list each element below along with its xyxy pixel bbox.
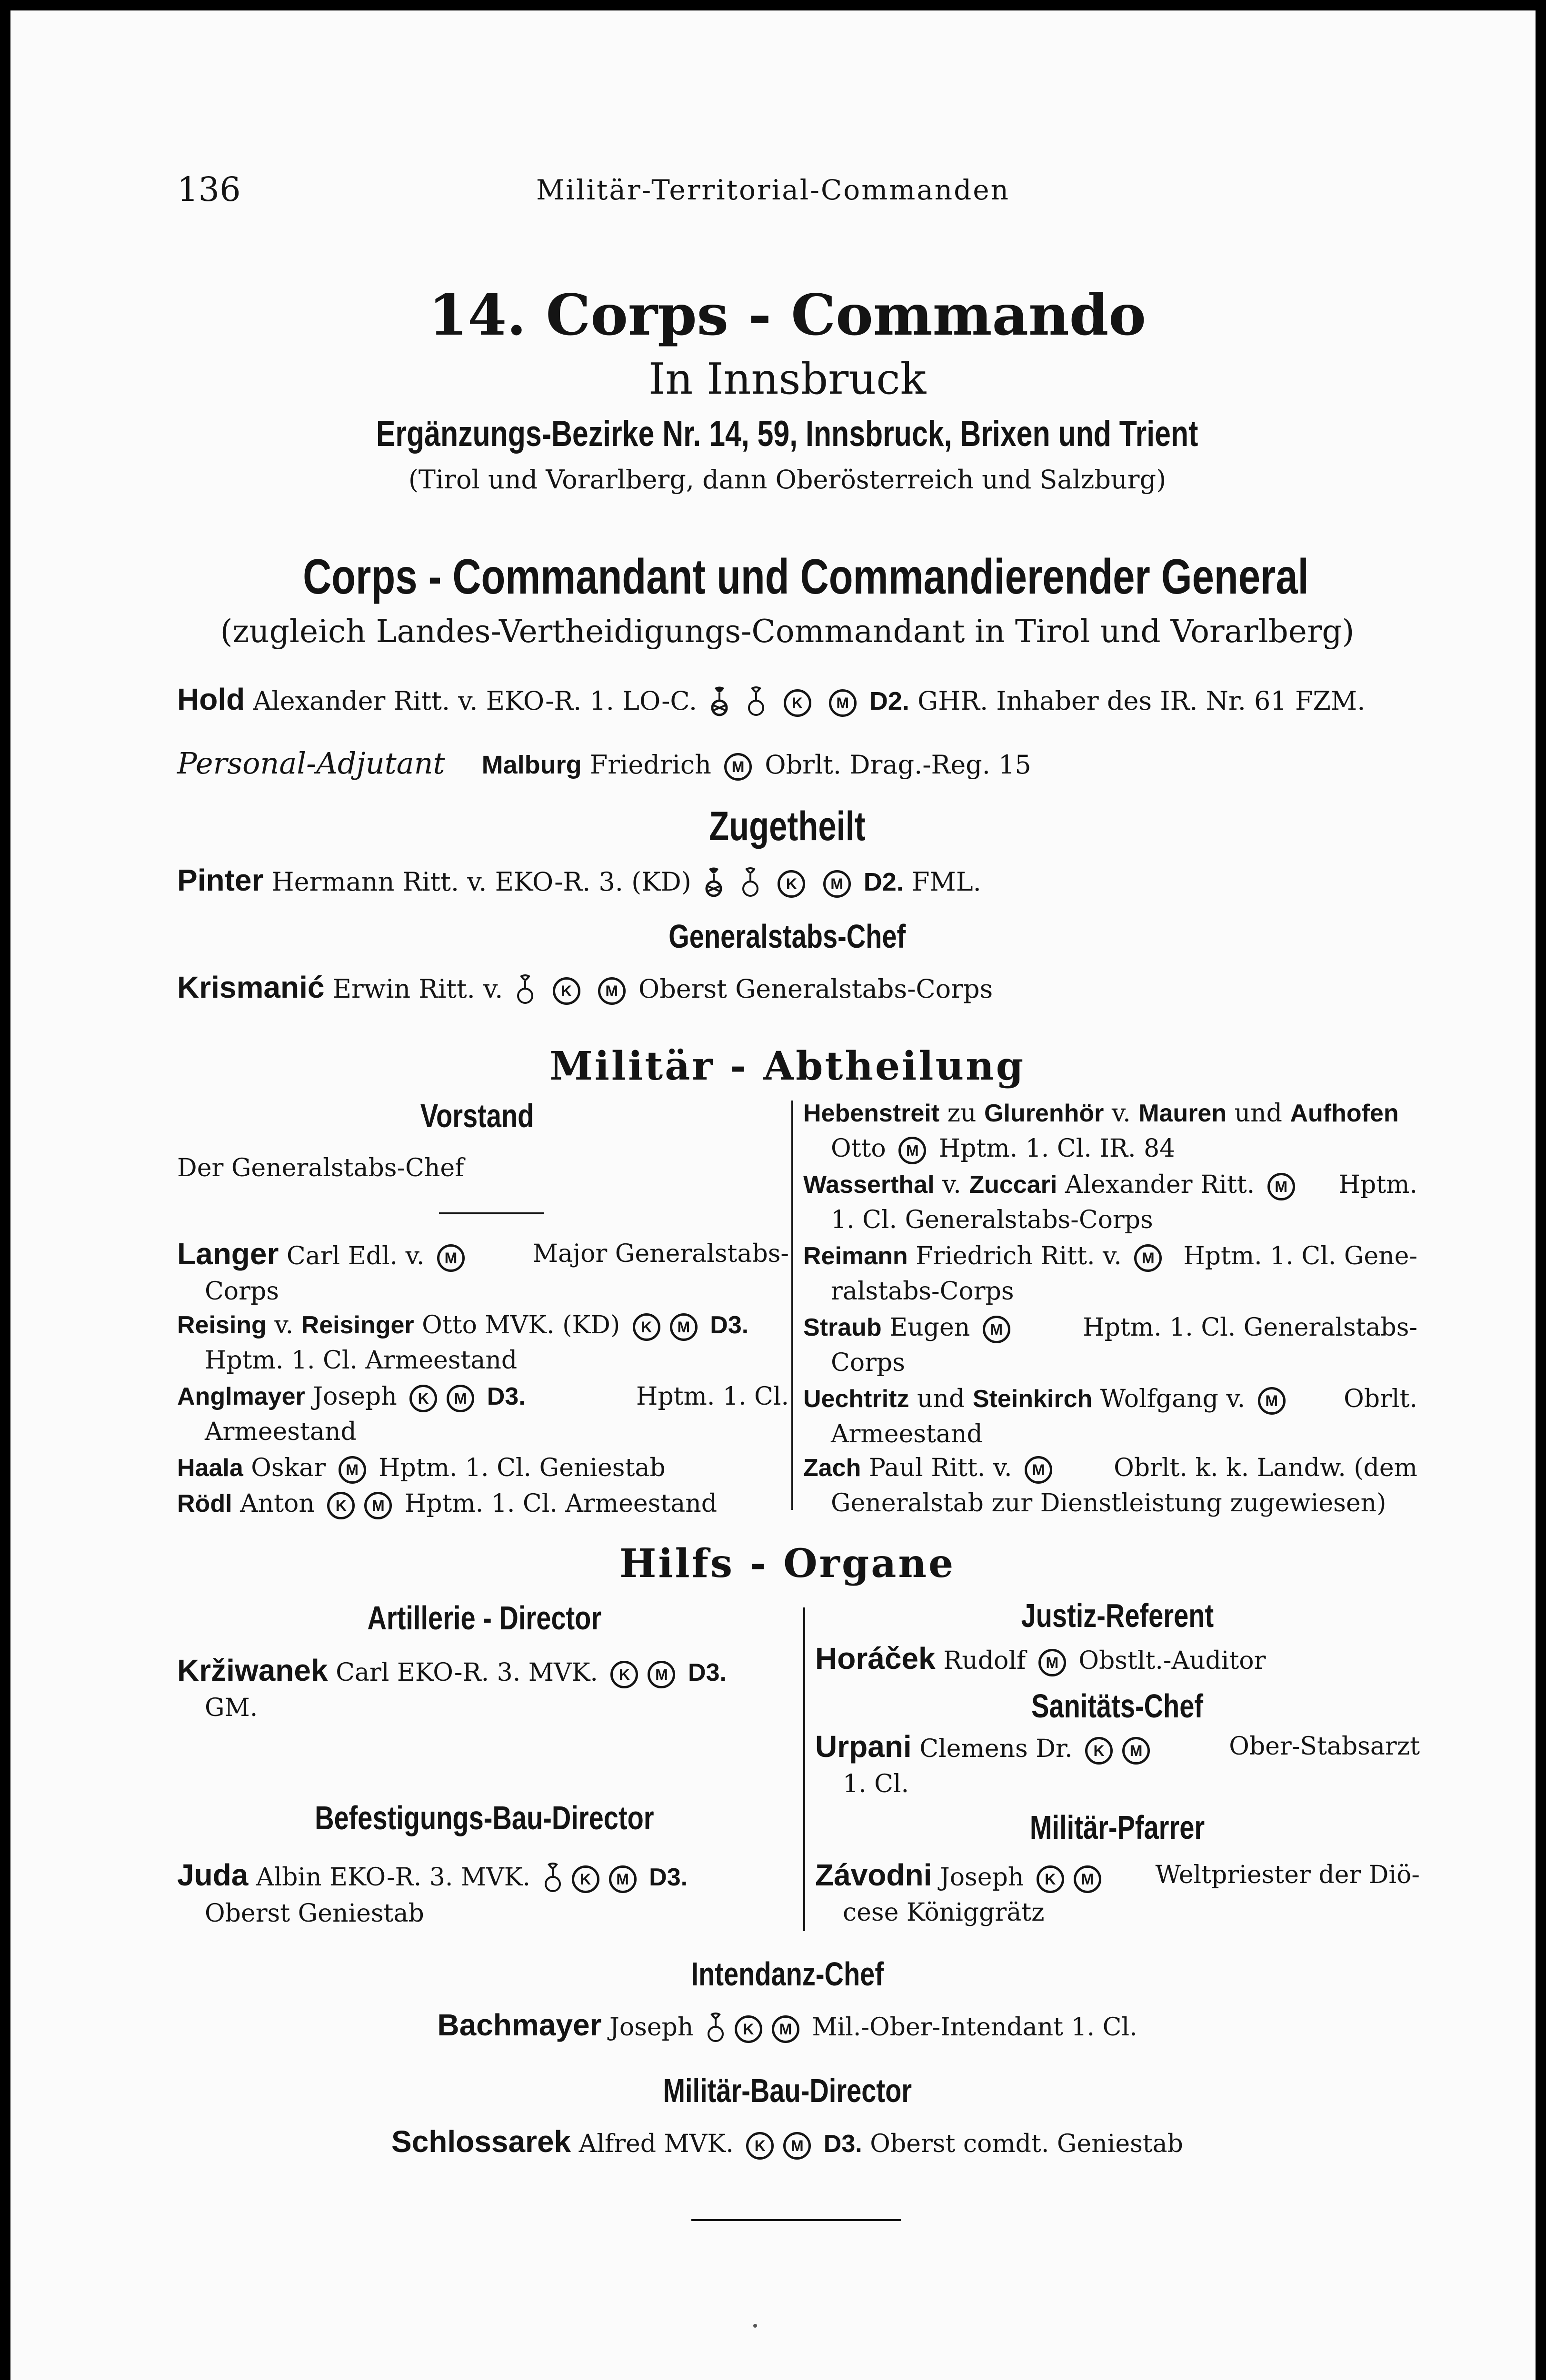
order-cross-icon (516, 974, 535, 1008)
m-medal-icon: M (1074, 1865, 1101, 1893)
k-medal-icon: K (746, 2132, 774, 2160)
m-medal-icon: M (437, 1244, 465, 1272)
m-medal-icon: M (1267, 1173, 1295, 1200)
vorstand-heading: Vorstand (420, 1097, 534, 1134)
entry-haala: Haala Oskar M Hptm. 1. Cl. Geniestab (177, 1450, 666, 1486)
fortification-heading: Befestigungs-Bau-Director (314, 1799, 654, 1836)
k-medal-icon: K (735, 2015, 762, 2043)
m-medal-icon: M (609, 1865, 637, 1893)
regions-line: (Tirol und Vorarlberg, dann Oberösterreich und Salzburg) (408, 465, 1167, 495)
construction-heading: Militär-Bau-Director (663, 2072, 912, 2109)
short-rule (439, 1212, 544, 1214)
commander-heading: Corps - Commandant und Commandierender General (303, 549, 1309, 605)
column-divider-2 (803, 1607, 805, 1931)
entry-krismanic: Krismanić Erwin Ritt. v. K M Oberst Generalstabs-Corps (177, 970, 993, 1008)
entry-hold: Hold Alexander Ritt. v. EKO-R. 1. LO-C. K M D2. GHR. Inhaber des IR. Nr. 61 FZM. (177, 682, 1365, 720)
entry-wasserthal: Wasserthal v. Zuccari Alexander Ritt. M Hptm. 1. Cl. Generalstabs-Corps (803, 1170, 1417, 1234)
commander-section (177, 546, 1397, 655)
entry-reising: Reising v. Reisinger Otto MVK. (KD) K M D3. Hptm. 1. Cl. Armeestand (177, 1311, 749, 1375)
chaplain-heading: Militär-Pfarrer (1030, 1809, 1205, 1846)
m-medal-icon: M (447, 1385, 474, 1412)
intendance-heading: Intendanz-Chef (691, 1955, 884, 1993)
main-title: 14. Corps - Commando (428, 282, 1147, 348)
order-cross-icon (543, 1863, 562, 1896)
justice-heading: Justiz-Referent (1021, 1597, 1214, 1634)
m-medal-icon: M (364, 1492, 392, 1519)
running-title: Militär-Territorial-Commanden (536, 174, 1010, 206)
k-medal-icon: K (610, 1661, 638, 1688)
entry-langer: Langer Carl Edl. v. M Major Generalstabs- Corps (177, 1237, 789, 1306)
m-medal-icon: M (898, 1137, 926, 1164)
m-medal-icon: M (1122, 1737, 1150, 1765)
m-medal-icon: M (724, 753, 752, 781)
grand-cross-icon (710, 686, 729, 720)
k-medal-icon: K (1085, 1737, 1113, 1765)
k-medal-icon: K (409, 1385, 437, 1412)
entry-roedl: Rödl Anton K M Hptm. 1. Cl. Armeestand (177, 1486, 717, 1521)
specks (753, 2324, 757, 2328)
attached-heading: Zugetheilt (709, 803, 866, 849)
k-medal-icon: K (784, 689, 811, 717)
entry-zavodni: Závodni Joseph K M Weltpriester der Diö- cese Königgrätz (815, 1858, 1420, 1927)
k-medal-icon: K (327, 1492, 355, 1519)
commander-subheading: (zugleich Landes-Vertheidigungs-Commandant in Tirol und Vorarlberg) (220, 613, 1355, 650)
entry-straub: Straub Eugen M Hptm. 1. Cl. Generalstabs- Corps (803, 1313, 1417, 1377)
order-cross-icon (747, 686, 766, 720)
grand-cross-icon (704, 867, 723, 901)
m-medal-icon: M (983, 1316, 1010, 1343)
m-medal-icon: M (823, 870, 851, 898)
k-medal-icon: K (778, 870, 805, 898)
k-medal-icon: K (1037, 1865, 1064, 1893)
entry-bachmayer: Bachmayer Joseph K M Mil.-Ober-Intendant 1. Cl. (177, 2007, 1397, 2046)
districts-line: Ergänzungs-Bezirke Nr. 14, 59, Innsbruck, Brixen und Trient (376, 414, 1198, 454)
page-number: 136 (177, 170, 241, 209)
auxiliary-heading: Hilfs - Organe (619, 1541, 956, 1587)
m-medal-icon: M (1025, 1456, 1052, 1484)
entry-juda: Juda Albin EKO-R. 3. MVK. K M D3. Oberst Geniestab (177, 1858, 688, 1928)
m-medal-icon: M (783, 2132, 811, 2160)
m-medal-icon: M (339, 1456, 366, 1484)
entry-krziwanek: Kržiwanek Carl EKO-R. 3. MVK. K M D3. GM. (177, 1653, 727, 1722)
order-cross-icon (741, 867, 760, 901)
m-medal-icon: M (829, 689, 857, 717)
order-cross-icon (706, 2013, 725, 2046)
entry-adjutant: Personal-Adjutant Malburg Friedrich M Obrlt. Drag.-Reg. 15 (177, 746, 1031, 781)
m-medal-icon: M (1258, 1387, 1286, 1415)
military-section-heading: Militär - Abtheilung (549, 1043, 1026, 1089)
k-medal-icon: K (633, 1313, 660, 1341)
entry-uechtritz: Uechtritz und Steinkirch Wolfgang v. M Obrlt. Armeestand (803, 1385, 1417, 1448)
artillery-heading: Artillerie - Director (367, 1599, 601, 1636)
entry-anglmayer: Anglmayer Joseph K M D3. Hptm. 1. Cl. Armeestand (177, 1382, 789, 1446)
title-block (177, 282, 1397, 502)
m-medal-icon: M (670, 1313, 698, 1341)
entry-urpani: Urpani Clemens Dr. K M Ober-Stabsarzt 1. Cl. (815, 1729, 1420, 1798)
k-medal-icon: K (553, 977, 580, 1005)
k-medal-icon: K (572, 1865, 599, 1893)
entry-zach: Zach Paul Ritt. v. M Obrlt. k. k. Landw. (dem Generalstab zur Dienstleistung zugewiesen) (803, 1454, 1417, 1517)
location-title: In Innsbruck (648, 354, 927, 404)
entry-hebenstreit: Hebenstreit zu Glurenhör v. Mauren und Aufhofen Otto M Hptm. 1. Cl. IR. 84 (803, 1096, 1417, 1166)
column-divider (791, 1101, 793, 1510)
page-header (10, 170, 1536, 222)
vorstand-text: Der Generalstabs-Chef (177, 1154, 464, 1182)
staff-chief-heading: Generalstabs-Chef (668, 918, 906, 955)
entry-reimann: Reimann Friedrich Ritt. v. M Hptm. 1. Cl. Gene- ralstabs-Corps (803, 1242, 1417, 1306)
entry-horacek: Horáček Rudolf M Obstlt.-Auditor (815, 1641, 1266, 1676)
document-page (10, 10, 1536, 2380)
end-rule (691, 2219, 901, 2221)
m-medal-icon: M (648, 1661, 675, 1688)
m-medal-icon: M (598, 977, 626, 1005)
m-medal-icon: M (1134, 1244, 1162, 1272)
m-medal-icon: M (772, 2015, 799, 2043)
medical-heading: Sanitäts-Chef (1031, 1687, 1204, 1725)
m-medal-icon: M (1038, 1649, 1066, 1676)
entry-pinter: Pinter Hermann Ritt. v. EKO-R. 3. (KD) K M D2. FML. (177, 863, 981, 901)
entry-schlossarek: Schlossarek Alfred MVK. K M D3. Oberst comdt. Geniestab (391, 2124, 1183, 2159)
